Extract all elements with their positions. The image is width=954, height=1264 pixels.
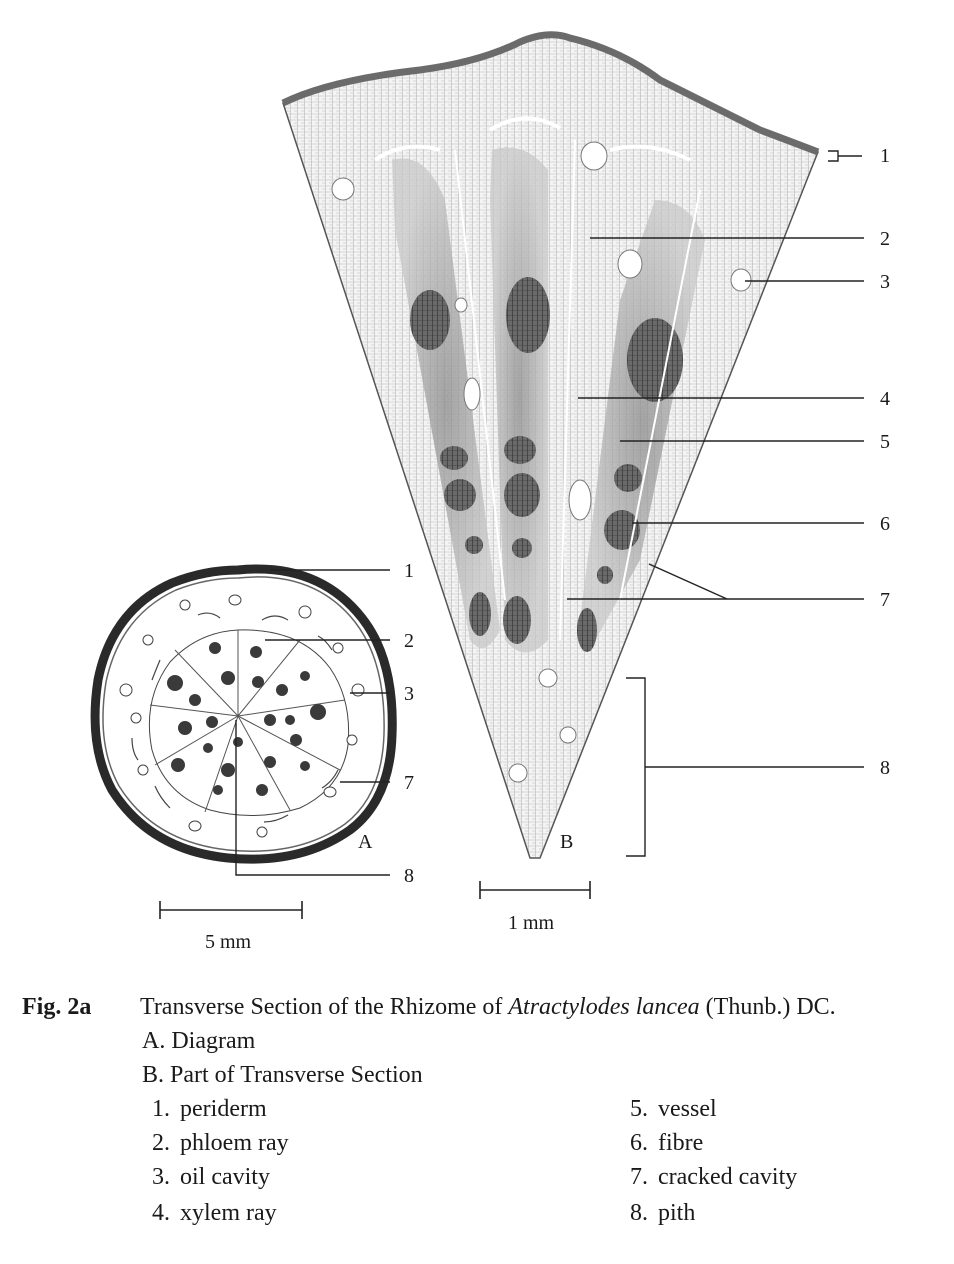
legend-item — [140, 1092, 267, 1126]
legend-text: phloem ray — [180, 1130, 289, 1156]
panel-a-diagram — [95, 569, 392, 859]
legend-text: pith — [658, 1200, 696, 1226]
legend-text: cracked cavity — [658, 1164, 798, 1190]
panel-a-letter: A — [358, 831, 373, 853]
legend-number: 8. — [630, 1200, 648, 1226]
panel-b-letter: B — [560, 831, 574, 853]
panel-b-label: 3 — [880, 271, 890, 293]
scale-label-b: 1 mm — [508, 912, 555, 934]
scale-bar-a — [160, 901, 302, 919]
panel-b-label: 4 — [880, 388, 890, 410]
figure-caption — [22, 990, 942, 1264]
species-name: Atractylodes lancea — [508, 994, 700, 1020]
panel-a-label: 8 — [404, 865, 414, 887]
sub-caption-a: A. Diagram — [142, 1028, 256, 1054]
panel-b-label: 8 — [880, 757, 890, 779]
panel-b-label: 5 — [880, 431, 890, 453]
legend-item — [618, 1126, 703, 1160]
legend-text: periderm — [180, 1096, 267, 1122]
scale-bar-b — [480, 881, 590, 899]
legend-item — [618, 1196, 695, 1230]
figure-number: Fig. 2a — [22, 994, 92, 1020]
panel-a-label-texts — [404, 560, 414, 887]
legend-item — [140, 1160, 270, 1194]
panel-b-label-texts — [880, 145, 890, 779]
legend-number: 3. — [152, 1164, 170, 1190]
legend-text: fibre — [658, 1130, 704, 1156]
panel-a-label: 1 — [404, 560, 414, 582]
legend-number: 5. — [630, 1096, 648, 1122]
legend-item — [618, 1092, 717, 1126]
caption-title-post: (Thunb.) DC. — [699, 994, 836, 1020]
sub-caption-b: B. Part of Transverse Section — [142, 1062, 423, 1088]
legend-item — [140, 1126, 289, 1160]
legend-text: oil cavity — [180, 1164, 270, 1190]
legend-item — [618, 1160, 797, 1194]
caption-title-pre: Transverse Section of the Rhizome of — [140, 994, 509, 1020]
panel-a-label: 3 — [404, 683, 414, 705]
legend-number: 1. — [152, 1096, 170, 1122]
panel-b-label: 7 — [880, 589, 890, 611]
legend-number: 2. — [152, 1130, 170, 1156]
panel-a-label: 2 — [404, 630, 414, 652]
panel-b-label: 2 — [880, 228, 890, 250]
scale-label-a: 5 mm — [205, 931, 252, 953]
legend-text: xylem ray — [180, 1200, 277, 1226]
panel-b-label: 6 — [880, 513, 890, 535]
legend-number: 6. — [630, 1130, 648, 1156]
panel-a-label: 7 — [404, 772, 414, 794]
panel-b-label: 1 — [880, 145, 890, 167]
caption-heading — [22, 990, 942, 1024]
legend-number: 7. — [630, 1164, 648, 1190]
legend-item — [140, 1196, 277, 1230]
legend-text: vessel — [658, 1096, 717, 1122]
legend-number: 4. — [152, 1200, 170, 1226]
caption-title — [140, 990, 836, 1024]
